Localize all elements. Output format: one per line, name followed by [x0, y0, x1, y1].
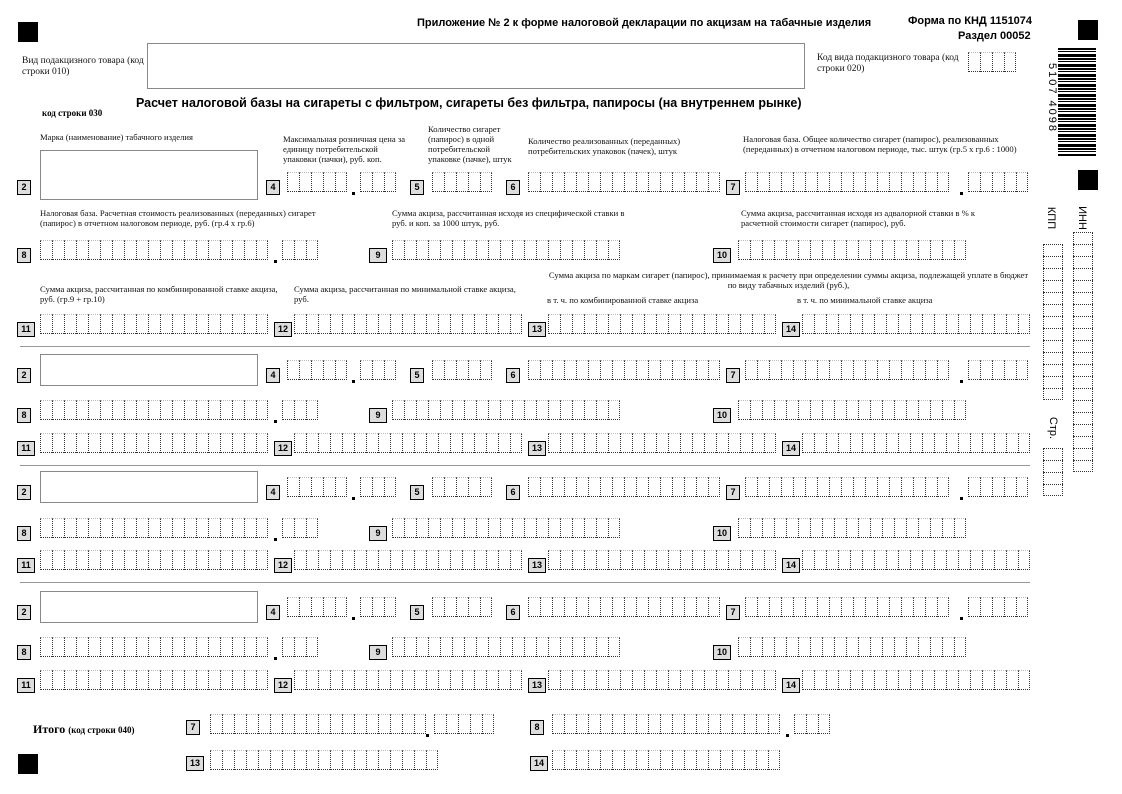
box-number-11: 11: [17, 441, 35, 456]
barcode: [1058, 48, 1096, 156]
box-number-4: 4: [266, 485, 280, 500]
column-10-label: Сумма акциза, рассчитанная исходя из адвалорной ставки в % к расчетной стоимости сигарет (папирос), руб.: [741, 208, 976, 228]
box-number-9: 9: [369, 526, 387, 541]
excise-specific-field[interactable]: [392, 240, 620, 260]
box-number-4: 4: [266, 605, 280, 620]
box-number-8: 8: [17, 408, 31, 423]
packs-sold-field[interactable]: [528, 172, 720, 192]
excise-accepted-minimum-field[interactable]: [802, 314, 1030, 334]
total-tax-value-fraction-field[interactable]: [794, 714, 830, 734]
tax-base-thousands-field[interactable]: [745, 477, 949, 497]
tax-base-thousands-fraction-field[interactable]: [968, 597, 1028, 617]
box-number-13: 13: [186, 756, 204, 771]
column-11-label: Сумма акциза, рассчитанная по комбинированной ставке акциза, руб. (гр.9 + гр.10): [40, 284, 278, 304]
corner-marker-bottom-left: [18, 754, 38, 774]
excise-specific-field[interactable]: [392, 637, 620, 657]
pack-quantity-field[interactable]: [432, 172, 492, 192]
pack-quantity-field[interactable]: [432, 360, 492, 380]
corner-marker-right-mid: [1078, 170, 1098, 190]
excise-combined-field[interactable]: [40, 433, 268, 453]
excise-accepted-combined-field[interactable]: [548, 550, 776, 570]
box-number-5: 5: [410, 368, 424, 383]
box-number-4: 4: [266, 368, 280, 383]
barcode-digits: 5107 4098: [1046, 63, 1058, 133]
kpp-field[interactable]: [1043, 244, 1063, 400]
box-number-8: 8: [530, 720, 544, 735]
box-number-5: 5: [410, 485, 424, 500]
tax-base-value-fraction-field[interactable]: [282, 518, 318, 538]
total-tax-base-fraction-field[interactable]: [434, 714, 494, 734]
goods-type-code-field[interactable]: [968, 52, 1016, 72]
column-8-label: Налоговая база. Расчетная стоимость реализованных (переданных) сигарет (папирос) в отчетном налоговом периоде, руб. (гр.4 х гр.6): [40, 208, 316, 228]
block-separator: [20, 346, 1030, 347]
excise-advalorem-field[interactable]: [738, 518, 966, 538]
excise-combined-field[interactable]: [40, 314, 268, 334]
max-price-kop-field[interactable]: [360, 597, 396, 617]
tax-base-thousands-fraction-field[interactable]: [968, 477, 1028, 497]
box-number-8: 8: [17, 645, 31, 660]
column-6-label: Количество реализованных (переданных) потребительских упаковок (пачек), штук: [528, 136, 681, 156]
inn-field[interactable]: [1073, 232, 1093, 472]
box-number-9: 9: [369, 408, 387, 423]
box-number-5: 5: [410, 605, 424, 620]
total-label: [33, 722, 135, 737]
decimal-point: [352, 617, 355, 620]
box-number-6: 6: [506, 180, 520, 195]
excise-specific-field[interactable]: [392, 400, 620, 420]
box-number-11: 11: [17, 558, 35, 573]
box-number-8: 8: [17, 526, 31, 541]
tax-base-value-field[interactable]: [40, 400, 268, 420]
column-9-label: Сумма акциза, рассчитанная исходя из специфической ставки в руб. и коп. за 1000 штук, руб.: [392, 208, 625, 228]
box-number-14: 14: [782, 322, 800, 337]
excise-accepted-combined-field[interactable]: [548, 433, 776, 453]
max-price-rub-field[interactable]: [287, 172, 347, 192]
excise-minimum-field[interactable]: [294, 433, 522, 453]
box-number-7: 7: [726, 605, 740, 620]
decimal-point: [960, 380, 963, 383]
max-price-rub-field[interactable]: [287, 477, 347, 497]
box-number-13: 13: [528, 678, 546, 693]
excise-accepted-minimum-field[interactable]: [802, 550, 1030, 570]
box-number-7: 7: [726, 180, 740, 195]
goods-type-label: Вид подакцизного товара (код строки 010): [22, 56, 144, 77]
column-5-label: Количество сигарет (папирос) в одной потребительской упаковке (пачке), штук: [428, 124, 512, 164]
tax-base-value-field[interactable]: [40, 518, 268, 538]
tax-base-thousands-field[interactable]: [745, 597, 949, 617]
column-2-label: Марка (наименование) табачного изделия: [40, 132, 193, 142]
box-number-9: 9: [369, 645, 387, 660]
box-number-2: 2: [17, 485, 31, 500]
decimal-point: [274, 538, 277, 541]
section-code: Раздел 00052: [958, 30, 1031, 42]
box-number-2: 2: [17, 605, 31, 620]
box-number-11: 11: [17, 678, 35, 693]
total-tax-base-thousands-field[interactable]: [210, 714, 426, 734]
excise-minimum-field[interactable]: [294, 550, 522, 570]
section-title: Расчет налоговой базы на сигареты с фильтром, сигареты без фильтра, папиросы (на внутреннем рынке): [136, 96, 802, 110]
decimal-point: [352, 380, 355, 383]
decimal-point: [960, 192, 963, 195]
decimal-point: [786, 734, 789, 737]
corner-marker-top-right: [1078, 20, 1098, 40]
tax-base-value-field[interactable]: [40, 637, 268, 657]
box-number-6: 6: [506, 368, 520, 383]
box-number-6: 6: [506, 605, 520, 620]
box-number-11: 11: [17, 322, 35, 337]
packs-sold-field[interactable]: [528, 597, 720, 617]
decimal-point: [274, 657, 277, 660]
row-code-030: код строки 030: [42, 108, 103, 118]
brand-name-field[interactable]: [40, 471, 258, 503]
tax-base-value-fraction-field[interactable]: [282, 240, 318, 260]
block-separator: [20, 582, 1030, 583]
box-number-4: 4: [266, 180, 280, 195]
box-number-6: 6: [506, 485, 520, 500]
box-number-9: 9: [369, 248, 387, 263]
brand-name-field[interactable]: [40, 591, 258, 623]
box-number-14: 14: [530, 756, 548, 771]
excise-accepted-combined-field[interactable]: [548, 314, 776, 334]
box-number-7: 7: [726, 485, 740, 500]
page-label: Стр.: [1047, 416, 1060, 440]
brand-name-field[interactable]: [40, 150, 258, 200]
excise-specific-field[interactable]: [392, 518, 620, 538]
column-7-label: Налоговая база. Общее количество сигарет (папирос), реализованных (переданных) в отчетном налоговом периоде, тыс. штук (гр.5 х гр.6 : 1000): [743, 134, 1017, 154]
max-price-kop-field[interactable]: [360, 360, 396, 380]
column-4-label: Максимальная розничная цена за единицу потребительской упаковки (пачки), руб. коп.: [283, 134, 406, 164]
column-13-14-heading: Сумма акциза по маркам сигарет (папирос), принимаемая к расчету при определении суммы акциза, подлежащей уплате в бюджет по виду табачных изделий (руб.),: [548, 270, 1029, 290]
brand-name-field[interactable]: [40, 354, 258, 386]
box-number-7: 7: [186, 720, 200, 735]
box-number-8: 8: [17, 248, 31, 263]
tax-base-thousands-field[interactable]: [745, 360, 949, 380]
pack-quantity-field[interactable]: [432, 597, 492, 617]
excise-combined-field[interactable]: [40, 670, 268, 690]
total-tax-value-field[interactable]: [552, 714, 780, 734]
tax-base-thousands-fraction-field[interactable]: [968, 172, 1028, 192]
box-number-10: 10: [713, 645, 731, 660]
decimal-point: [352, 192, 355, 195]
decimal-point: [274, 420, 277, 423]
goods-type-code-label: Код вида подакцизного товара (код строки 020): [817, 53, 959, 74]
decimal-point: [426, 734, 429, 737]
pack-quantity-field[interactable]: [432, 477, 492, 497]
decimal-point: [960, 497, 963, 500]
box-number-10: 10: [713, 248, 731, 263]
tax-base-value-fraction-field[interactable]: [282, 400, 318, 420]
tax-base-value-field[interactable]: [40, 240, 268, 260]
excise-advalorem-field[interactable]: [738, 240, 966, 260]
decimal-point: [352, 497, 355, 500]
decimal-point: [274, 260, 277, 263]
total-excise-combined-field[interactable]: [210, 750, 438, 770]
box-number-12: 12: [274, 558, 292, 573]
packs-sold-field[interactable]: [528, 360, 720, 380]
total-title: Итого: [33, 722, 66, 736]
box-number-10: 10: [713, 526, 731, 541]
total-excise-minimum-field[interactable]: [552, 750, 780, 770]
box-number-2: 2: [17, 368, 31, 383]
box-number-10: 10: [713, 408, 731, 423]
packs-sold-field[interactable]: [528, 477, 720, 497]
column-14-label: в т. ч. по минимальной ставке акциза: [797, 295, 933, 305]
excise-advalorem-field[interactable]: [738, 637, 966, 657]
box-number-12: 12: [274, 678, 292, 693]
goods-type-field[interactable]: [147, 43, 805, 89]
max-price-rub-field[interactable]: [287, 360, 347, 380]
total-row-code: (код строки 040): [68, 725, 135, 735]
form-code: Форма по КНД 1151074: [908, 15, 1033, 27]
excise-accepted-minimum-field[interactable]: [802, 670, 1030, 690]
max-price-rub-field[interactable]: [287, 597, 347, 617]
tax-base-value-fraction-field[interactable]: [282, 637, 318, 657]
box-number-12: 12: [274, 441, 292, 456]
box-number-5: 5: [410, 180, 424, 195]
decimal-point: [960, 617, 963, 620]
tax-base-thousands-field[interactable]: [745, 172, 949, 192]
box-number-14: 14: [782, 678, 800, 693]
box-number-13: 13: [528, 322, 546, 337]
corner-marker-top-left: [18, 22, 38, 42]
max-price-kop-field[interactable]: [360, 172, 396, 192]
excise-accepted-minimum-field[interactable]: [802, 433, 1030, 453]
column-13-label: в т. ч. по комбинированной ставке акциза: [547, 295, 699, 305]
excise-minimum-field[interactable]: [294, 670, 522, 690]
box-number-12: 12: [274, 322, 292, 337]
block-separator: [20, 465, 1030, 466]
inn-label: ИНН: [1075, 206, 1088, 230]
max-price-kop-field[interactable]: [360, 477, 396, 497]
page-field[interactable]: [1043, 448, 1063, 496]
box-number-14: 14: [782, 558, 800, 573]
box-number-13: 13: [528, 441, 546, 456]
kpp-label: КПП: [1045, 206, 1058, 230]
excise-advalorem-field[interactable]: [738, 400, 966, 420]
box-number-7: 7: [726, 368, 740, 383]
tax-base-thousands-fraction-field[interactable]: [968, 360, 1028, 380]
excise-minimum-field[interactable]: [294, 314, 522, 334]
box-number-14: 14: [782, 441, 800, 456]
appendix-title: Приложение № 2 к форме налоговой декларации по акцизам на табачные изделия: [417, 17, 872, 29]
column-12-label: Сумма акциза, рассчитанная по минимальной ставке акциза, руб.: [294, 284, 516, 304]
box-number-13: 13: [528, 558, 546, 573]
box-number-2: 2: [17, 180, 31, 195]
excise-accepted-combined-field[interactable]: [548, 670, 776, 690]
excise-combined-field[interactable]: [40, 550, 268, 570]
